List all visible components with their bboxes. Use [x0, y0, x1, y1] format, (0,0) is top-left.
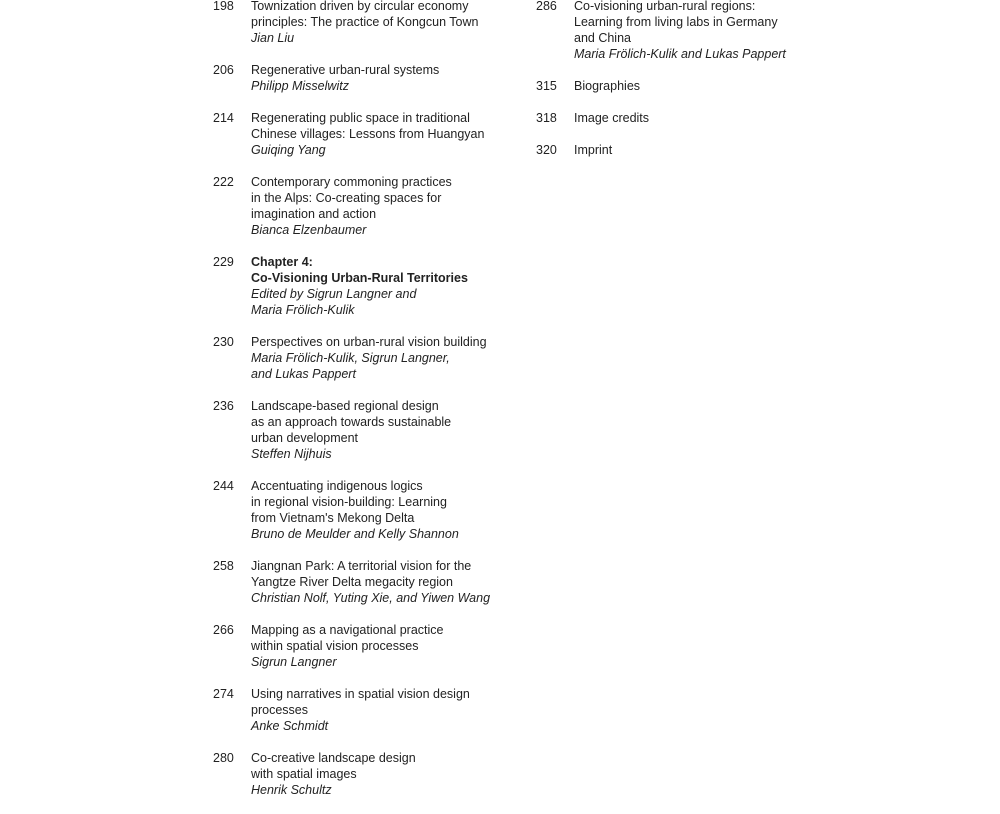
toc-right-column	[536, 0, 836, 174]
toc-entry-title: Biographies	[574, 79, 641, 93]
toc-entry-title: Regenerating public space in traditional Chinese villages: Lessons from Huangyan	[251, 111, 485, 141]
toc-entry	[213, 558, 513, 606]
toc-entry-author: Maria Frölich-Kulik and Lukas Pappert	[574, 47, 786, 61]
toc-entry-title: Townization driven by circular economy principles: The practice of Kongcun Town	[251, 0, 479, 29]
toc-entry-title: Regenerative urban-rural systems	[251, 63, 440, 77]
toc-entry-author: Philipp Misselwitz	[251, 79, 349, 93]
toc-entry-body	[574, 110, 836, 126]
toc-entry	[213, 686, 513, 734]
toc-page-number: 286	[536, 0, 557, 13]
toc-entry-body	[574, 0, 836, 62]
toc-entry-title: Mapping as a navigational practice within spatial vision processes	[251, 623, 444, 653]
toc-entry	[213, 174, 513, 238]
toc-page-number: 198	[213, 0, 234, 13]
toc-entry-body	[251, 558, 513, 606]
toc-entry-title: Co-creative landscape design with spatial images	[251, 751, 416, 781]
toc-entry-author: Maria Frölich-Kulik, Sigrun Langner, and Lukas Pappert	[251, 351, 450, 381]
toc-entry-body	[251, 110, 513, 158]
toc-entry	[213, 110, 513, 158]
toc-entry-body	[251, 174, 513, 238]
toc-entry-body	[251, 0, 513, 46]
toc-page-number: 315	[536, 79, 557, 93]
toc-entry-body	[251, 254, 513, 318]
toc-entry-title: Landscape-based regional design as an approach towards sustainable urban development	[251, 399, 452, 445]
toc-entry-title: Accentuating indigenous logics in regional vision-building: Learning from Vietnam's Mekong Delta	[251, 479, 447, 525]
toc-entry-title: Contemporary commoning practices in the Alps: Co-creating spaces for imagination and action	[251, 175, 452, 221]
toc-entry	[213, 750, 513, 798]
toc-entry-body	[574, 78, 836, 94]
toc-entry-body	[574, 142, 836, 158]
toc-entry-title: Imprint	[574, 143, 613, 157]
toc-page-number: 214	[213, 111, 234, 125]
toc-entry	[536, 110, 836, 126]
toc-page-number: 230	[213, 335, 234, 349]
toc-entry	[536, 78, 836, 94]
toc-entry-body	[251, 62, 513, 94]
toc-entry	[213, 62, 513, 94]
toc-page-number: 320	[536, 143, 557, 157]
toc-entry-body	[251, 478, 513, 542]
toc-entry	[536, 0, 836, 62]
toc-entry-author: Sigrun Langner	[251, 655, 337, 669]
toc-entry-body	[251, 750, 513, 798]
toc-entry-author: Henrik Schultz	[251, 783, 332, 797]
toc-entry-title: Co-visioning urban-rural regions: Learning from living labs in Germany and China	[574, 0, 778, 45]
toc-page-number: 229	[213, 255, 234, 269]
toc-entry-author: Guiqing Yang	[251, 143, 326, 157]
toc-entry-title: Image credits	[574, 111, 650, 125]
toc-left-column	[213, 0, 513, 814]
chapter-heading: Chapter 4: Co-Visioning Urban-Rural Territories	[251, 255, 468, 285]
toc-entry-author: Edited by Sigrun Langner and Maria Frölich-Kulik	[251, 287, 417, 317]
toc-entry-title: Jiangnan Park: A territorial vision for the Yangtze River Delta megacity region	[251, 559, 472, 589]
toc-entry-body	[251, 622, 513, 670]
toc-entry	[213, 254, 513, 318]
toc-entry	[213, 622, 513, 670]
toc-page-number: 280	[213, 751, 234, 765]
toc-entry-author: Christian Nolf, Yuting Xie, and Yiwen Wang	[251, 591, 491, 605]
toc-page-number: 266	[213, 623, 234, 637]
toc-page-number: 274	[213, 687, 234, 701]
toc-page-number: 244	[213, 479, 234, 493]
toc-entry-body	[251, 398, 513, 462]
toc-page-number: 318	[536, 111, 557, 125]
toc-entry-title: Using narratives in spatial vision design processes	[251, 687, 470, 717]
toc-entry-body	[251, 334, 513, 382]
toc-entry	[213, 0, 513, 46]
toc-entry	[213, 334, 513, 382]
toc-entry-author: Jian Liu	[251, 31, 295, 45]
toc-entry	[213, 398, 513, 462]
toc-entry-author: Bianca Elzenbaumer	[251, 223, 367, 237]
toc-page-number: 236	[213, 399, 234, 413]
toc-page-number: 258	[213, 559, 234, 573]
toc-entry-title: Perspectives on urban-rural vision building	[251, 335, 487, 349]
toc-entry-author: Steffen Nijhuis	[251, 447, 332, 461]
toc-entry	[213, 478, 513, 542]
toc-entry-author: Anke Schmidt	[251, 719, 329, 733]
toc-entry	[536, 142, 836, 158]
toc-entry-author: Bruno de Meulder and Kelly Shannon	[251, 527, 459, 541]
toc-page-number: 222	[213, 175, 234, 189]
toc-page-number: 206	[213, 63, 234, 77]
toc-entry-body	[251, 686, 513, 734]
